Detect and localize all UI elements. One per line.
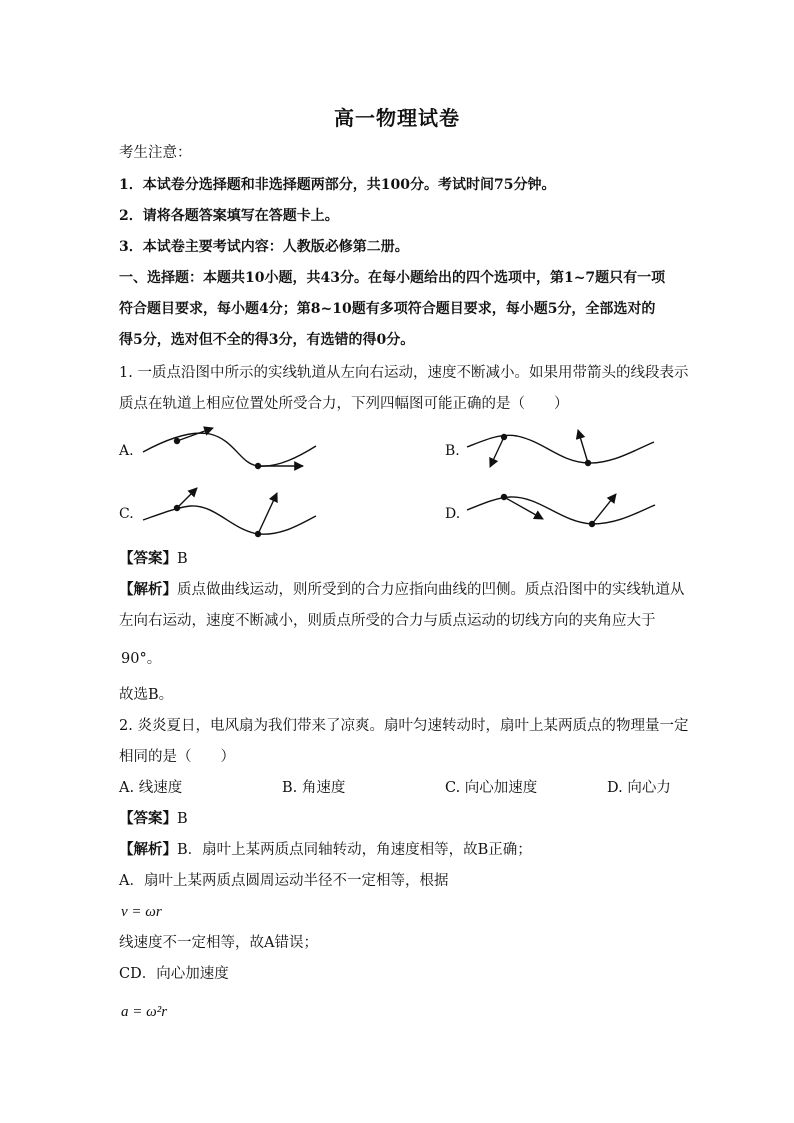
q1-answer-value: B xyxy=(177,551,188,567)
notice-item-2: 2．请将各题答案填写在答题卡上。 xyxy=(119,208,339,224)
q2-answer-tag: 【答案】 xyxy=(119,810,177,827)
q1-stem-line-2: 质点在轨道上相应位置处所受合力，下列四幅图可能正确的是（ ） xyxy=(119,396,569,412)
page-title: 高一物理试卷 xyxy=(334,106,460,130)
q2-option-b: B. 角速度 xyxy=(282,780,346,796)
q1-answer xyxy=(119,552,188,567)
q2-analysis-line-2: A．扇叶上某两质点圆周运动半径不一定相等，根据 xyxy=(119,873,449,889)
q2-answer-value: B xyxy=(177,811,188,827)
q1-option-d-label: D. xyxy=(445,506,461,522)
q1-stem-line-1: 1. 一质点沿图中所示的实线轨道从左向右运动，速度不断减小。如果用带箭头的线段表示 xyxy=(119,365,689,381)
q2-formula-v: v = ωr xyxy=(121,904,162,920)
section1-line-3: 得5分，选对但不全的得3分，有选错的得0分。 xyxy=(119,332,415,348)
q1-analysis-text-1: 质点做曲线运动，则所受到的合力应指向曲线的凹侧。质点沿图中的实线轨道从 xyxy=(177,582,685,598)
q2-analysis-text-1: B．扇叶上某两质点同轴转动，角速度相等，故B正确； xyxy=(177,842,532,858)
q1-option-c-label: C. xyxy=(119,506,134,522)
q2-formula-a: a = ω²r xyxy=(121,1004,168,1020)
q1-answer-tag: 【答案】 xyxy=(119,550,177,567)
q1-option-a-label: A. xyxy=(119,443,134,459)
figure-option-d xyxy=(467,494,655,527)
figure-option-b xyxy=(467,430,654,467)
q2-option-d: D. 向心力 xyxy=(607,780,671,796)
q2-analysis-line-4: 线速度不一定相等，故A错误； xyxy=(119,935,318,951)
q2-stem-line-1: 2. 炎炎夏日，电风扇为我们带来了凉爽。扇叶匀速转动时，扇叶上某两质点的物理量一定 xyxy=(119,718,689,734)
notice-heading: 考生注意： xyxy=(119,145,192,161)
q2-analysis-line-5: CD．向心加速度 xyxy=(119,966,229,982)
q1-analysis-line-1 xyxy=(119,583,685,598)
q2-analysis-line-1 xyxy=(119,843,532,858)
q2-analysis-tag: 【解析】 xyxy=(119,841,177,858)
q2-stem-line-2: 相同的是（ ） xyxy=(119,749,235,765)
section1-line-1: 一、选择题：本题共10小题，共43分。在每小题给出的四个选项中，第1~7题只有一项 xyxy=(119,270,666,286)
q2-option-a: A. 线速度 xyxy=(119,780,183,796)
q1-option-b-label: B. xyxy=(445,443,460,459)
q1-analysis-line-3: 90°。 xyxy=(121,651,162,667)
figure-option-c xyxy=(143,488,316,537)
figure-option-a xyxy=(143,428,316,469)
q1-analysis-line-2: 左向右运动，速度不断减小，则质点所受的合力与质点运动的切线方向的夹角应大于 xyxy=(119,613,656,629)
q2-answer xyxy=(119,812,188,827)
section1-line-2: 符合题目要求，每小题4分；第8~10题有多项符合题目要求，每小题5分，全部选对的 xyxy=(119,301,656,317)
notice-item-1: 1．本试卷分选择题和非选择题两部分，共100分。考试时间75分钟。 xyxy=(119,177,556,193)
notice-item-3: 3．本试卷主要考试内容：人教版必修第二册。 xyxy=(119,239,409,255)
q1-analysis-line-4: 故选B。 xyxy=(119,687,174,703)
q1-analysis-tag: 【解析】 xyxy=(119,581,177,598)
q2-option-c: C. 向心加速度 xyxy=(445,780,538,796)
